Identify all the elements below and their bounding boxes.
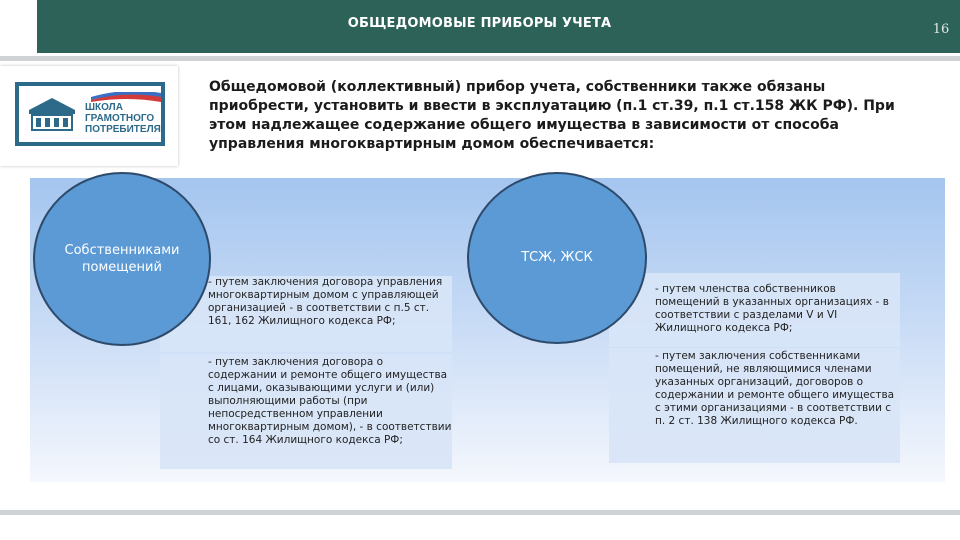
hoa-circle-label: ТСЖ, ЖСК xyxy=(521,250,593,265)
slide-title-bar xyxy=(37,0,922,53)
logo xyxy=(15,82,165,146)
left-item-2 xyxy=(160,354,452,469)
logo-text-line-2: ГРАМОТНОГО xyxy=(85,113,155,124)
top-divider xyxy=(0,56,960,61)
logo-text-line-1: ШКОЛА xyxy=(85,102,123,113)
right-item-1 xyxy=(609,273,900,347)
right-item-2-text: - путем заключения собственниками помещений, не являющимися членами указанных организаций, договоров о содержании и ремонте общего имущества с этими организациями - в соответствии с п. 2 ст. 138 Жилищного кодекса РФ. xyxy=(655,350,895,427)
bottom-divider xyxy=(0,510,960,515)
right-item-2 xyxy=(609,348,900,463)
page-number-box xyxy=(922,0,960,53)
left-item-1-text: - путем заключения договора управления многоквартирным домом с управляющей организацией - в соответствии с п.5 ст. 161, 162 Жилищного кодекса РФ; xyxy=(208,276,443,327)
hoa-circle xyxy=(467,172,647,344)
slide-title: ОБЩЕДОМОВЫЕ ПРИБОРЫ УЧЕТА xyxy=(347,16,612,31)
flag-icon xyxy=(91,92,161,102)
logo-panel xyxy=(0,66,178,166)
owners-circle-label: Собственниками помещений xyxy=(64,243,180,275)
right-item-1-text: - путем членства собственников помещений в указанных организациях - в соответствии с разделами V и VI Жилищного кодекса РФ; xyxy=(655,283,889,334)
logo-text-line-3: ПОТРЕБИТЕЛЯ xyxy=(85,124,161,135)
building-icon xyxy=(27,96,77,132)
left-item-2-text: - путем заключения договора о содержании и ремонте общего имущества с лицами, оказывающими услуги и (или) выполняющими работы (при непосредственном управлении многоквартирным домом), - в соответствии со ст. 164 Жилищного кодекса РФ; xyxy=(208,356,452,446)
intro-paragraph: Общедомовой (коллективный) прибор учета, собственники также обязаны приобрести, установить и ввести в эксплуатацию (п.1 ст.39, п.1 ст.158 ЖК РФ). При этом надлежащее содержание общего имущества в зависимости от способа управления многоквартирным домом обеспечивается: xyxy=(209,79,895,152)
owners-circle xyxy=(33,172,211,346)
page-number: 16 xyxy=(932,22,950,37)
